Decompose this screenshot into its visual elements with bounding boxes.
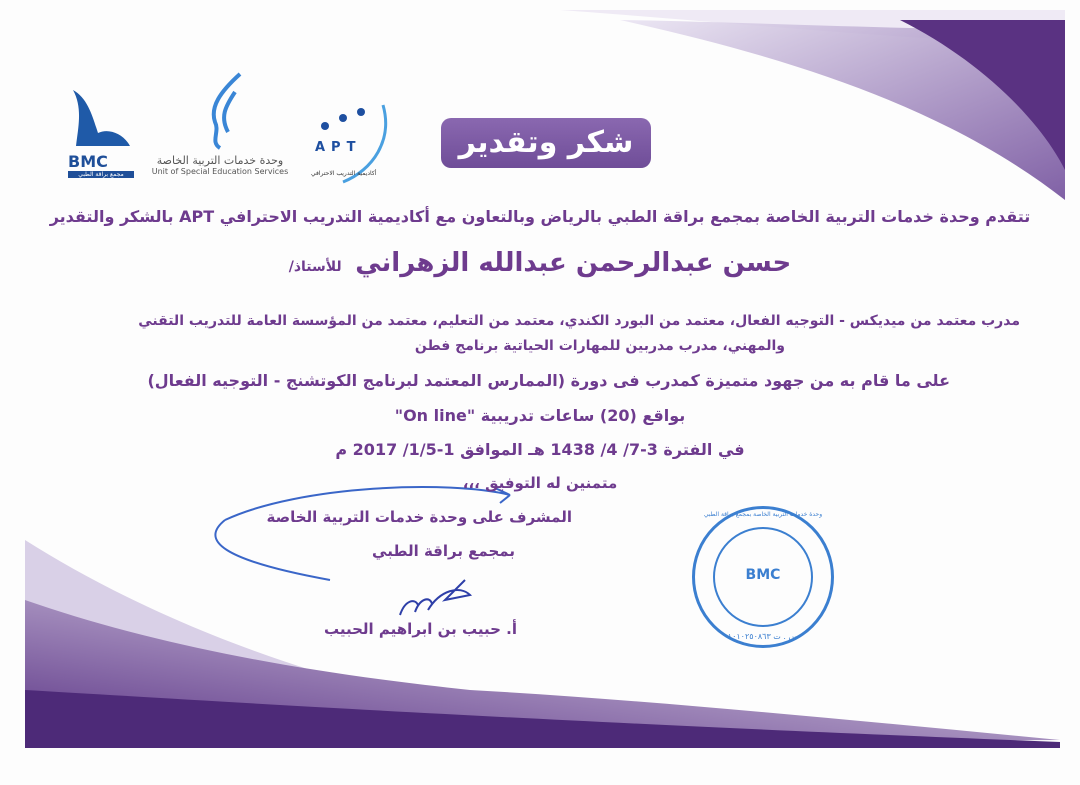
recipient-line	[0, 248, 1080, 278]
signatory-name: أ. حبيب بن ابراهيم الحبيب	[323, 620, 517, 638]
apt-arabic: أكاديمية التدريب الاحترافي	[311, 170, 377, 177]
bmc-logo-text: BMC	[68, 152, 108, 171]
hours-text: بواقع (20) ساعات تدريبية "On line"	[394, 406, 686, 425]
period-text: في الفترة 3-7/ 4/ 1438 هـ الموافق 1-1/5/ 2017 م	[335, 440, 745, 459]
special-education-arabic: وحدة خدمات التربية الخاصة	[156, 154, 284, 167]
signature-scribble	[400, 580, 470, 615]
title-badge: شكر وتقدير	[441, 118, 651, 168]
stamp-center: BMC	[745, 567, 781, 583]
intro-text: تتقدم وحدة خدمات التربية الخاصة بمجمع براقة الطبي بالرياض وبالتعاون مع أكاديمية التدريب الاحترافي APT بالشكر والتقدير	[49, 207, 1031, 226]
reason-text: على ما قام به من جهود متميزة كمدرب فى دورة (الممارس المعتمد لبرنامج الكوتشنج - التوجيه الفعال)	[147, 371, 950, 390]
recipient-prefix: للأستاذ/	[288, 259, 342, 275]
stamp-ring-text: وحدة خدمات التربية الخاصة بمجمع براقة الطبي	[703, 511, 823, 518]
bmc-logo	[68, 88, 134, 180]
apt-logo	[303, 100, 393, 185]
bmc-logo-subtitle: مجمع براقة الطبي	[68, 171, 134, 178]
official-stamp	[692, 506, 834, 648]
apt-letters: APT	[315, 140, 362, 155]
stamp-number: س . ت ١٠١٠٢٥٠٨٦٣	[727, 632, 799, 641]
bird-icon	[68, 88, 134, 148]
faces-icon	[190, 72, 250, 150]
wishes-text: متمنين له التوفيق ،،،	[462, 474, 618, 492]
signatory-title-1: المشرف على وحدة خدمات التربية الخاصة	[266, 508, 572, 526]
signatory-title-2: بمجمع براقة الطبي	[372, 542, 515, 560]
special-education-english: Unit of Special Education Services	[151, 167, 289, 176]
credentials-line-1: مدرب معتمد من ميديكس - التوجيه الفعال، معتمد من البورد الكندي، معتمد من التعليم، معتمد من المؤسسة العامة للتدريب التقني	[138, 313, 1020, 329]
special-education-logo	[145, 72, 295, 182]
recipient-name: حسن عبدالرحمن عبدالله الزهراني	[355, 248, 792, 278]
credentials-line-2: والمهني، مدرب مدربين للمهارات الحياتية برنامج فطن	[414, 338, 785, 354]
